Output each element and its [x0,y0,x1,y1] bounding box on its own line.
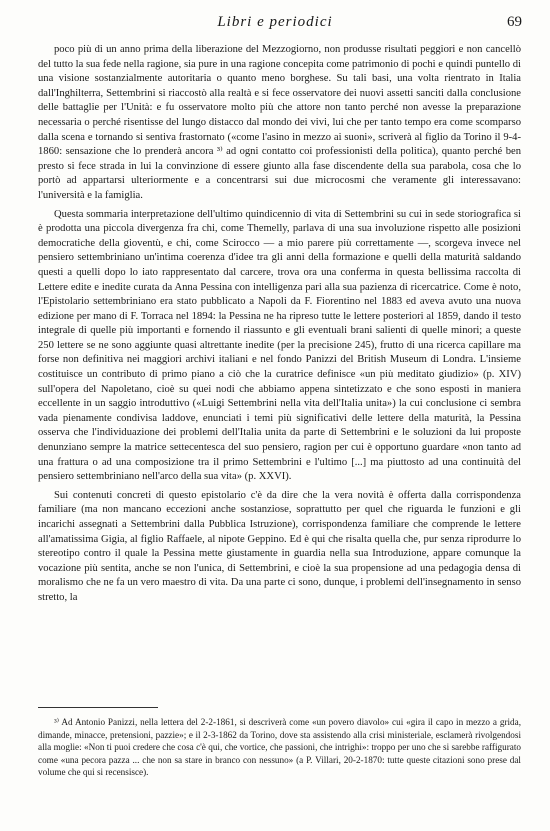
paragraph-2: Questa sommaria interpretazione dell'ultimo quindicennio di vita di Settembrini su cui in sede storiografica si è prodotta una piccola divergenza fra chi, come Themelly, parlava di una sua involuzione rispetto alle posizioni democratiche della gioventù, e chi, come Scirocco — a mio parere più correttamente —, scorgeva invece nel pensiero settembriniano un'intima coerenza d'idee tra gli anni della formazione e quelli della maturità saldando questi a quelli dopo lo iato rappresentato dal carcere, trova ora una conferma in questa bellissima raccolta di Lettere edite e inedite curata da Anna Pessina con intelligenza pari alla sua pazienza di ricercatrice. Come è noto, l'Epistolario settembriniano era stato pubblicato a Napoli da F. Fiorentino nel 1883 ed aveva avuto una nuova edizione per mano di F. Torraca nel 1894: la Pessina ne ha ripreso tutte le lettere posteriori al 1859, dando il testo integrale di quelle più importanti e fornendo il riassunto e gli eventuali brani salienti di quelle minori; a queste 250 lettere se ne sono aggiunte quasi altrettante inedite (per la precisione 245), frutto di una ricerca capillare ma forse non definitiva nei maggiori archivi italiani e nel fondo Panizzi del British Museum di Londra. L'insieme costituisce un contributo di primo piano a ciò che la curatrice definisce «un più meditato giudizio» (p. XIV) sull'opera del Napoletano, cioè su quei nodi che abbiamo appena sintetizzato e che sono esposti in maniera eccellente in un saggio introduttivo («Luigi Settembrini nella vita dell'Italia unita») la cui conclusione ci sembra vada pienamente condivisa laddove, enunciati i temi più significativi delle lettere della maturità, la Pessina osserva che l'individuazione dei problemi dell'Italia unita da parte di Settembrini e le soluzioni da lui proposte denunziano sempre la matrice settecentesca del suo pensiero, ragion per cui è opportuno guardare «non tanto ad una frattura o ad una composizione tra il primo Settembrini e l'ultimo [...] ma piuttosto ad una continuità del pensiero settembriniano nell'arco della sua vita» (p. XXVI). [38,208,521,483]
paragraph-1: poco più di un anno prima della liberazione del Mezzogiorno, non produsse risultati peggiori e non cancellò del tutto la sua fede nella ragione, sia pure in una ragione concepita come patrimonio di pochi e quindi puntello di una visione sostanzialmente autoritaria o quanto meno borghese. Su tali basi, una volta rientrato in Italia dall'Inghilterra, Settembrini si riaccostò alla realtà e si fece osservatore dei nuovi assetti sanciti dalla conclusione delle battaglie per l'Unità: e fu osservatore molto più che attore non tanto perché non avesse la preparazione necessaria o perché risentisse del lungo distacco dal mondo dei vivi, lui che per tanto tempo era come scomparso dalla scena e tornando si sentiva frastornato («come l'asino in mezzo ai suoni», scriverà al figlio da Torino il 9-4-1860: sensazione che lo prenderà ancora ³⁾ ad ogni contatto coi professionisti della politica), quanto perché ben presto si fece strada in lui la convinzione di essere giunto alla fase discendente della sua parabola, cosa che lo portò ad appartarsi ulteriormente e a concentrarsi sui due microcosmi che veramente gli interessavano: l'università e la famiglia. [38,44,521,201]
footnotes [38,716,521,779]
paragraph-3: Sui contenuti concreti di questo epistolario c'è da dire che la vera novità è offerta dalla corrispondenza familiare (ma non mancano eccezioni anche sostanziose, soprattutto per quel che riguarda le funzioni e gli incarichi assegnati a Settembrini dalla Pubblica Istruzione), corrispondenza familiare che comprende le lettere all'amatissima Gigia, al figlio Raffaele, al nipote Geppino. Ed è qui che risalta quella che, pur senza riprodurre lo stereotipo contro il quale la Pessina mette giustamente in guardia nella sua Introduzione, appare comunque la vocazione più sentita, anche se non l'unica, di Settembrini, e cioè la sua propensione ad una pedagogia densa di moralismo che ne fa un vero maestro di vita. Da una parte ci sono, dunque, i problemi dell'insegnamento in senso stretto, la [38,489,521,603]
page-number: 69 [507,14,522,30]
body-text [38,43,521,606]
footnote-divider [38,707,158,708]
footnote-3: ³⁾ Ad Antonio Panizzi, nella lettera del 2-2-1861, si descriverà come «un povero diavolo» cui «gira il capo in mezzo a grida, dimande, minacce, pretensioni, pazzie»; e il 2-3-1862 da Torino, dove sta assistendo alla crisi ministeriale, esclamerà rivolgendosi alla moglie: «Non ti puoi credere che cosa c'è qui, che vortice, che passioni, che intrighi»: troppo per uno che si sarebbe raffigurato come «una pecora pazza ... che non sa stare in branco con nessuno» (a P. Villari, 20-2-1870: tutte queste citazioni sono prese dal volume che qui si recensisce). [38,717,521,778]
running-title: Libri e periodici [217,14,333,30]
running-head [0,14,550,36]
